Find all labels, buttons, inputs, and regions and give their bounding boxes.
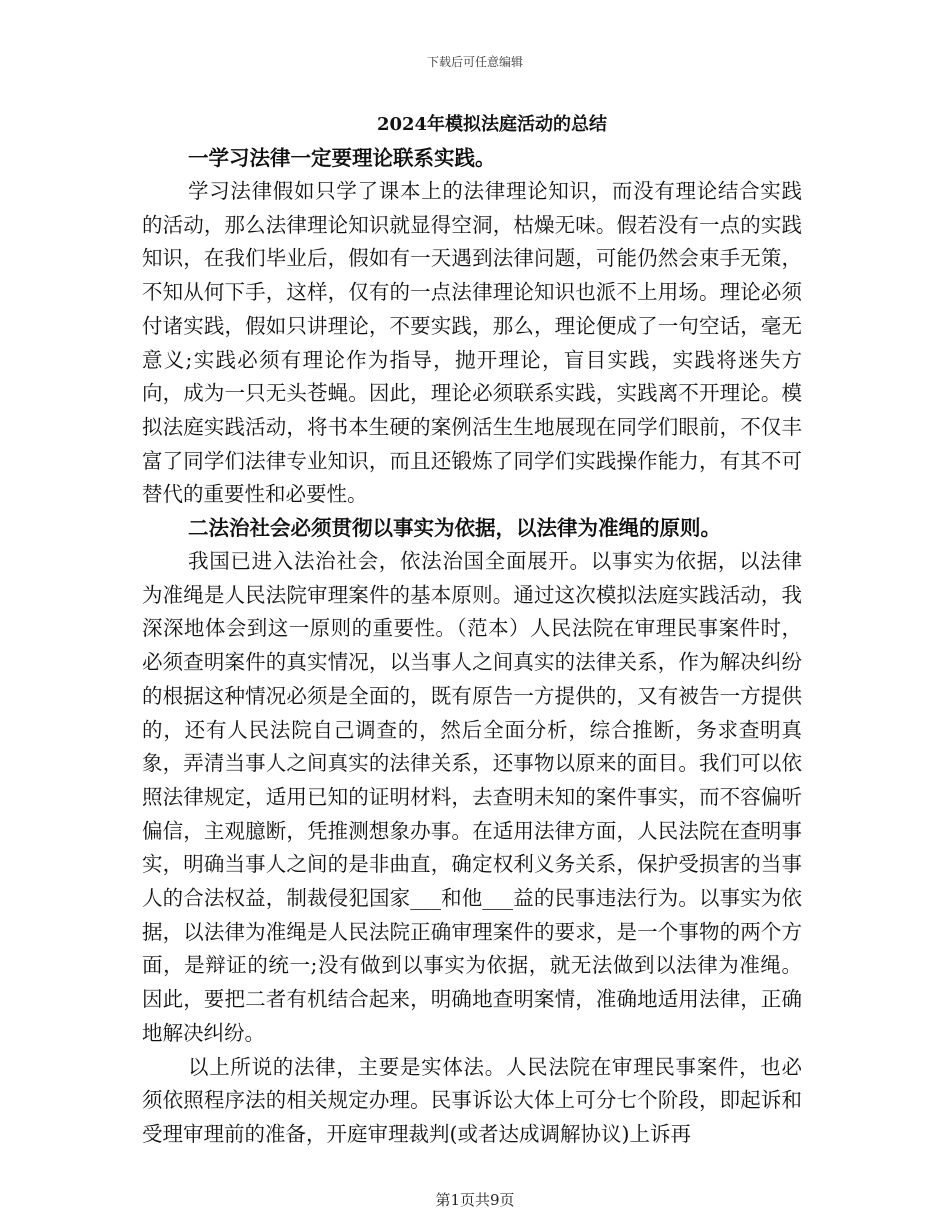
section-1-paragraph: 学习法律假如只学了课本上的法律理论知识，而没有理论结合实践的活动，那么法律理论知识就显得空洞，枯燥无味。假若没有一点的实践知识，在我们毕业后，假如有一天遇到法律问题，可能仍然会束手无策，不知从何下手，这样，仅有的一点法律理论知识也派不上用场。理论必须付诸实践，假如只讲理论，不要实践，那么，理论便成了一句空话，毫无意义;实践必须有理论作为指导，抛开理论，盲目实践，实践将迷失方向，成为一只无头苍蝇。因此，理论必须联系实践，实践离不开理论。模拟法庭实践活动，将书本生硬的案例活生生地展现在同学们眼前，不仅丰富了同学们法律专业知识，而且还锻炼了同学们实践操作能力，有其不可替代的重要性和必要性。: [142, 179, 802, 507]
page-number-footer: 第1页共9页: [435, 1191, 515, 1209]
page-header-note: 下载后可任意编辑: [426, 55, 523, 69]
section-2-paragraph-continued: 以上所说的法律，主要是实体法。人民法院在审理民事案件，也必须依照程序法的相关规定办理。民事诉讼大体上可分七个阶段，即起诉和受理审理前的准备，开庭审理裁判(或者达成调解协议)上诉再: [142, 1054, 802, 1146]
section-1-heading: 一学习法律一定要理论联系实践。: [188, 146, 496, 170]
document-body: [142, 108, 802, 1152]
document-title: 2024年模拟法庭活动的总结: [376, 114, 608, 135]
section-2-heading: 二法治社会必须贯彻以事实为依据，以法律为准绳的原则。: [188, 516, 721, 541]
section-2-paragraph: 我国已进入法治社会，依法治国全面展开。以事实为依据，以法律为准绳是人民法院审理案件的基本原则。通过这次模拟法庭实践活动，我深深地体会到这一原则的重要性。（范本）人民法院在审理民事案件时，必须查明案件的真实情况，以当事人之间真实的法律关系，作为解决纠纷的根据这种情况必须是全面的，既有原告一方提供的，又有被告一方提供的，还有人民法院自己调查的，然后全面分析，综合推断，务求查明真象，弄清当事人之间真实的法律关系，还事物以原来的面目。我们可以依照法律规定，适用已知的证明材料，去查明未知的案件事实，而不容偏听偏信，主观臆断，凭推测想象办事。在适用法律方面，人民法院在查明事实，明确当事人之间的是非曲直，确定权利义务关系，保护受损害的当事人的合法权益，制裁侵犯国家___和他___益的民事违法行为。以事实为依据，以法律为准绳是人民法院正确审理案件的要求，是一个事物的两个方面，是辩证的统一;没有做到以事实为依据，就无法做到以法律为准绳。因此，要把二者有机结合起来，明确地查明案情，准确地适用法律，正确地解决纠纷。: [142, 549, 802, 1045]
